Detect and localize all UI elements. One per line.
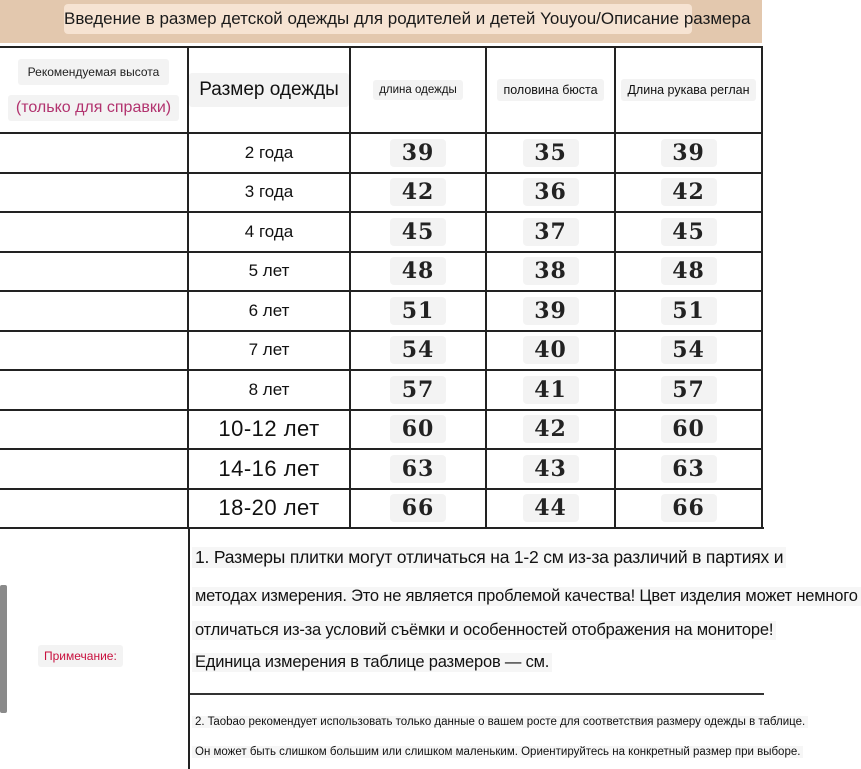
bust-value: 40 (523, 336, 579, 364)
sleeve-cell (615, 212, 762, 252)
bust-cell (486, 212, 615, 252)
table-row (0, 489, 762, 529)
size-table (0, 46, 763, 529)
length-value: 51 (390, 297, 446, 325)
height-cell (0, 410, 188, 450)
length-cell (350, 133, 486, 173)
height-cell (0, 133, 188, 173)
length-cell (350, 291, 486, 331)
length-header-label: длина одежды (373, 80, 463, 100)
height-cell (0, 331, 188, 371)
bust-value: 39 (523, 297, 579, 325)
length-cell (350, 252, 486, 292)
sleeve-value: 66 (661, 494, 717, 522)
table-row (0, 212, 762, 252)
size-header (188, 47, 350, 133)
sleeve-cell (615, 331, 762, 371)
size-cell: 10-12 лет (188, 410, 350, 450)
length-value: 42 (390, 178, 446, 206)
bust-cell (486, 331, 615, 371)
half-bust-header (486, 47, 615, 133)
sleeve-value: 54 (661, 336, 717, 364)
bust-cell (486, 449, 615, 489)
note-section (0, 527, 858, 767)
bust-cell (486, 410, 615, 450)
length-cell (350, 212, 486, 252)
bust-value: 43 (523, 455, 579, 483)
sleeve-header (615, 47, 762, 133)
length-value: 60 (390, 415, 446, 443)
sleeve-value: 60 (661, 415, 717, 443)
recommended-height-label: Рекомендуемая высота (18, 59, 170, 85)
height-cell (0, 173, 188, 213)
sleeve-value: 63 (661, 455, 717, 483)
note-label-area (0, 527, 188, 767)
note-line-small: 2. Taobao рекомендует использовать только данные о вашем росте для соответствия размеру одежды в таблице. (192, 716, 808, 728)
table-header-row (0, 47, 762, 133)
sleeve-cell (615, 173, 762, 213)
length-cell (350, 331, 486, 371)
note-line: отличаться из-за условий съёмки и особенностей отображения на мониторе! (192, 621, 776, 640)
table-row (0, 449, 762, 489)
table-row (0, 410, 762, 450)
size-cell: 14-16 лет (188, 449, 350, 489)
height-cell (0, 449, 188, 489)
length-value: 39 (390, 139, 446, 167)
page-title: Введение в размер детской одежды для родителей и детей Youyou/Описание размера (64, 4, 692, 34)
recommended-height-header (0, 47, 188, 133)
bust-value: 35 (523, 139, 579, 167)
bust-cell (486, 489, 615, 529)
height-cell (0, 212, 188, 252)
size-cell: 5 лет (188, 252, 350, 292)
bust-cell (486, 252, 615, 292)
sleeve-header-label: Длина рукава реглан (621, 79, 755, 101)
sleeve-cell (615, 291, 762, 331)
table-row (0, 291, 762, 331)
bust-value: 36 (523, 178, 579, 206)
scrollbar-handle[interactable] (0, 585, 7, 713)
length-cell (350, 449, 486, 489)
size-cell: 2 года (188, 133, 350, 173)
sleeve-cell (615, 133, 762, 173)
length-cell (350, 489, 486, 529)
length-cell (350, 370, 486, 410)
table-row (0, 252, 762, 292)
reference-only-label: (только для справки) (8, 95, 179, 121)
bust-value: 44 (523, 494, 579, 522)
bust-value: 42 (523, 415, 579, 443)
sleeve-value: 39 (661, 139, 717, 167)
sleeve-value: 51 (661, 297, 717, 325)
length-cell (350, 173, 486, 213)
size-header-label: Размер одежды (189, 73, 349, 107)
height-cell (0, 252, 188, 292)
height-cell (0, 489, 188, 529)
length-value: 66 (390, 494, 446, 522)
table-row (0, 133, 762, 173)
bust-cell (486, 173, 615, 213)
sleeve-cell (615, 410, 762, 450)
table-row (0, 370, 762, 410)
bust-value: 38 (523, 257, 579, 285)
sleeve-value: 45 (661, 218, 717, 246)
title-banner (0, 0, 762, 43)
height-cell (0, 291, 188, 331)
sleeve-value: 48 (661, 257, 717, 285)
length-value: 54 (390, 336, 446, 364)
length-value: 63 (390, 455, 446, 483)
table-row (0, 173, 762, 213)
table-row (0, 331, 762, 371)
bust-cell (486, 133, 615, 173)
sleeve-cell (615, 449, 762, 489)
length-cell (350, 410, 486, 450)
note-label: Примечание: (38, 645, 123, 667)
note-line: методах измерения. Это не является проблемой качества! Цвет изделия может немного (192, 587, 861, 606)
height-cell (0, 370, 188, 410)
size-cell: 4 года (188, 212, 350, 252)
size-cell: 8 лет (188, 370, 350, 410)
length-value: 45 (390, 218, 446, 246)
size-cell: 18-20 лет (188, 489, 350, 529)
sleeve-cell (615, 252, 762, 292)
sleeve-cell (615, 370, 762, 410)
note-line-small: Он может быть слишком большим или слишком маленьким. Ориентируйтесь на конкретный размер при выборе. (192, 746, 803, 758)
sleeve-cell (615, 489, 762, 529)
note-text-area (188, 527, 858, 769)
bust-value: 41 (523, 376, 579, 404)
bust-cell (486, 291, 615, 331)
note-divider (190, 693, 764, 695)
length-value: 48 (390, 257, 446, 285)
bust-cell (486, 370, 615, 410)
length-header (350, 47, 486, 133)
size-cell: 3 года (188, 173, 350, 213)
sleeve-value: 57 (661, 376, 717, 404)
length-value: 57 (390, 376, 446, 404)
sleeve-value: 42 (661, 178, 717, 206)
size-cell: 7 лет (188, 331, 350, 371)
half-bust-header-label: половина бюста (497, 79, 603, 101)
size-cell: 6 лет (188, 291, 350, 331)
note-line: 1. Размеры плитки могут отличаться на 1-2 см из-за различий в партиях и (192, 547, 786, 568)
bust-value: 37 (523, 218, 579, 246)
note-line: Единица измерения в таблице размеров — см. (192, 653, 552, 672)
